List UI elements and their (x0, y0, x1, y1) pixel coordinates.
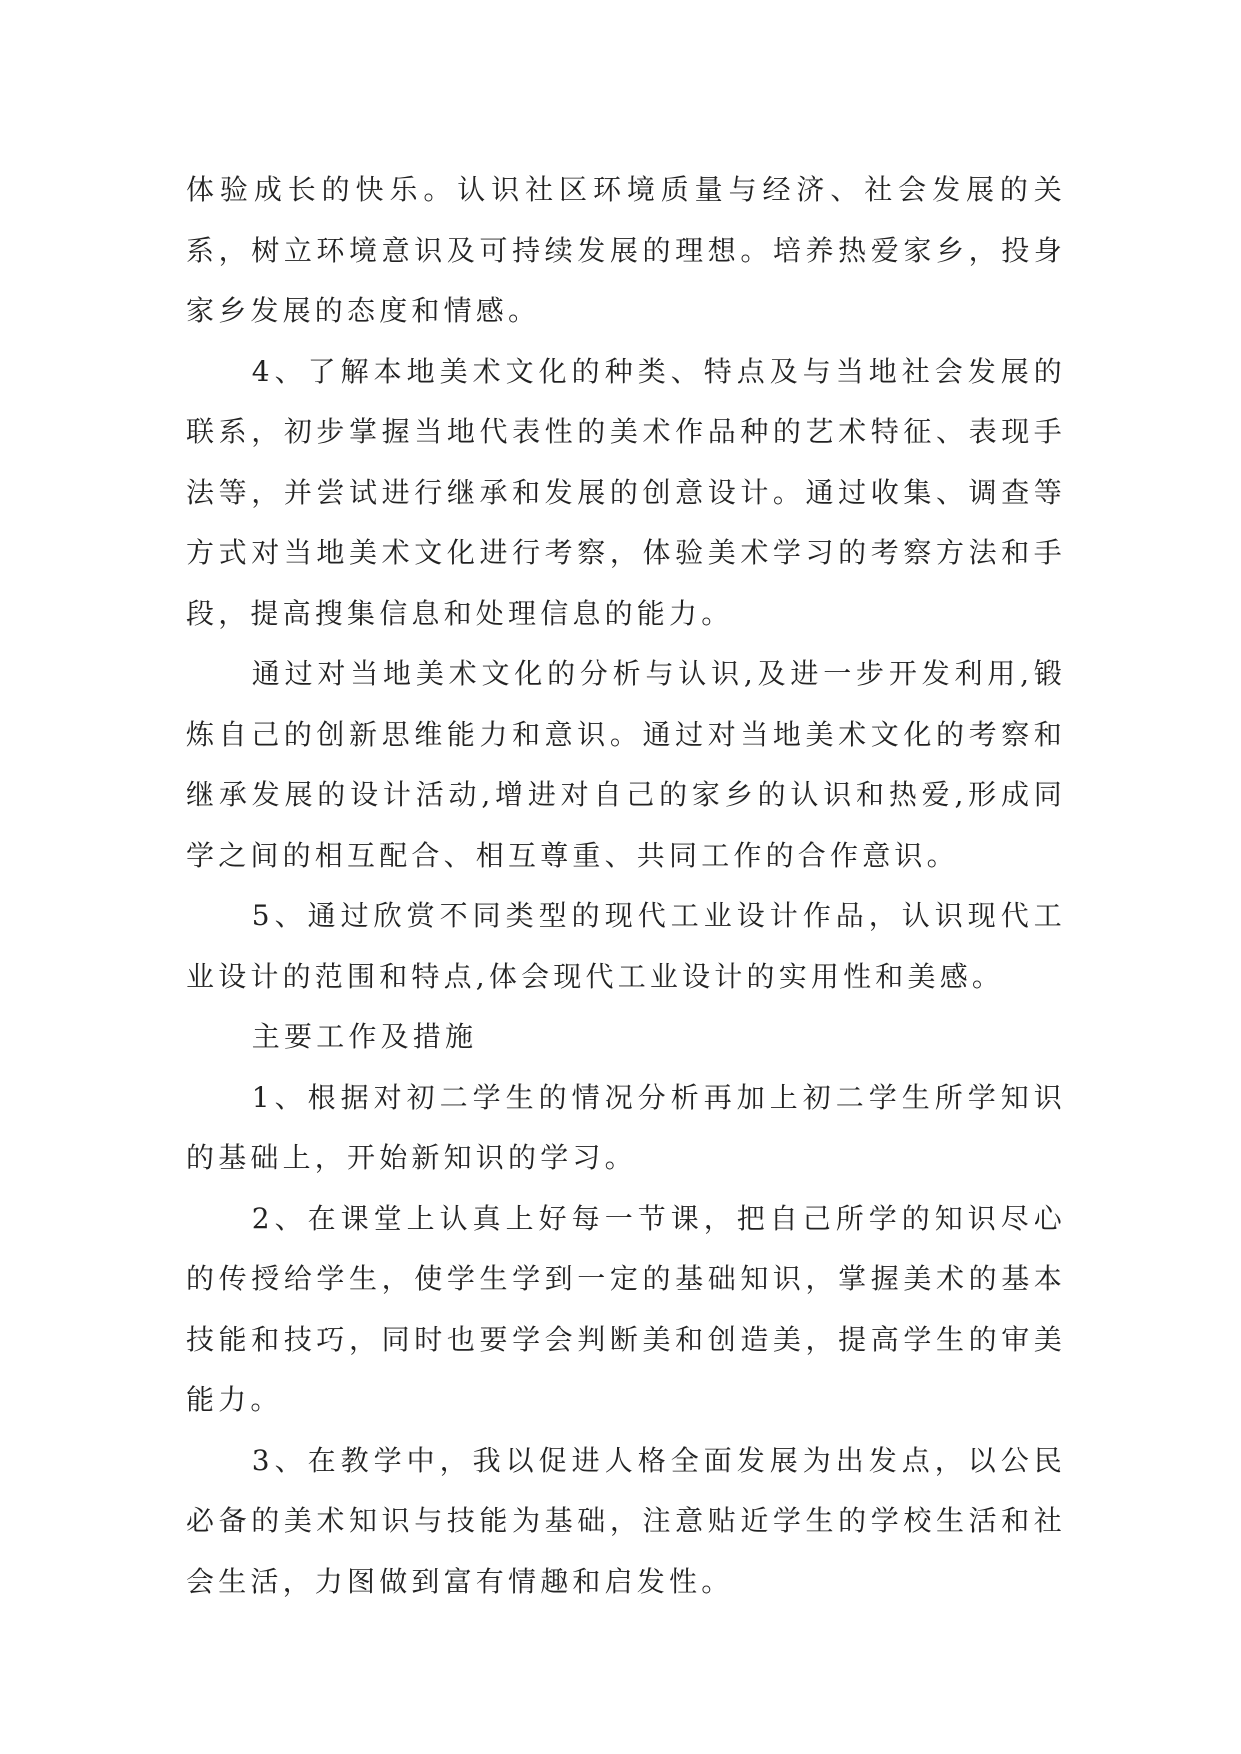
paragraph-continuation: 体验成长的快乐。认识社区环境质量与经济、社会发展的关系，树立环境意识及可持续发展的理想。培养热爱家乡，投身家乡发展的态度和情感。 (186, 173, 1066, 327)
paragraph-measure-3: 3、在教学中，我以促进人格全面发展为出发点，以公民必备的美术知识与技能为基础，注意贴近学生的学校生活和社会生活，力图做到富有情趣和启发性。 (186, 1443, 1066, 1598)
paragraph-local-art-analysis: 通过对当地美术文化的分析与认识,及进一步开发利用,锻炼自己的创新思维能力和意识。通过对当地美术文化的考察和继承发展的设计活动,增进对自己的家乡的认识和热爱,形成同学之间的相互配合、相互尊重、共同工作的合作意识。 (186, 657, 1066, 872)
paragraph-measure-2: 2、在课堂上认真上好每一节课，把自己所学的知识尽心的传授给学生，使学生学到一定的基础知识，掌握美术的基本技能和技巧，同时也要学会判断美和创造美，提高学生的审美能力。 (186, 1201, 1066, 1416)
paragraph-item-5: 5、通过欣赏不同类型的现代工业设计作品，认识现代工业设计的范围和特点,体会现代工业设计的实用性和美感。 (186, 899, 1066, 993)
paragraph-measure-1: 1、根据对初二学生的情况分析再加上初二学生所学知识的基础上，开始新知识的学习。 (186, 1080, 1066, 1174)
section-heading-main-work: 主要工作及措施 (251, 1020, 478, 1053)
paragraph-item-4: 4、了解本地美术文化的种类、特点及与当地社会发展的联系，初步掌握当地代表性的美术作品种的艺术特征、表现手法等，并尝试进行继承和发展的创意设计。通过收集、调查等方式对当地美术文化进行考察，体验美术学习的考察方法和手段，提高搜集信息和处理信息的能力。 (186, 354, 1066, 630)
document-body (186, 160, 1066, 1612)
